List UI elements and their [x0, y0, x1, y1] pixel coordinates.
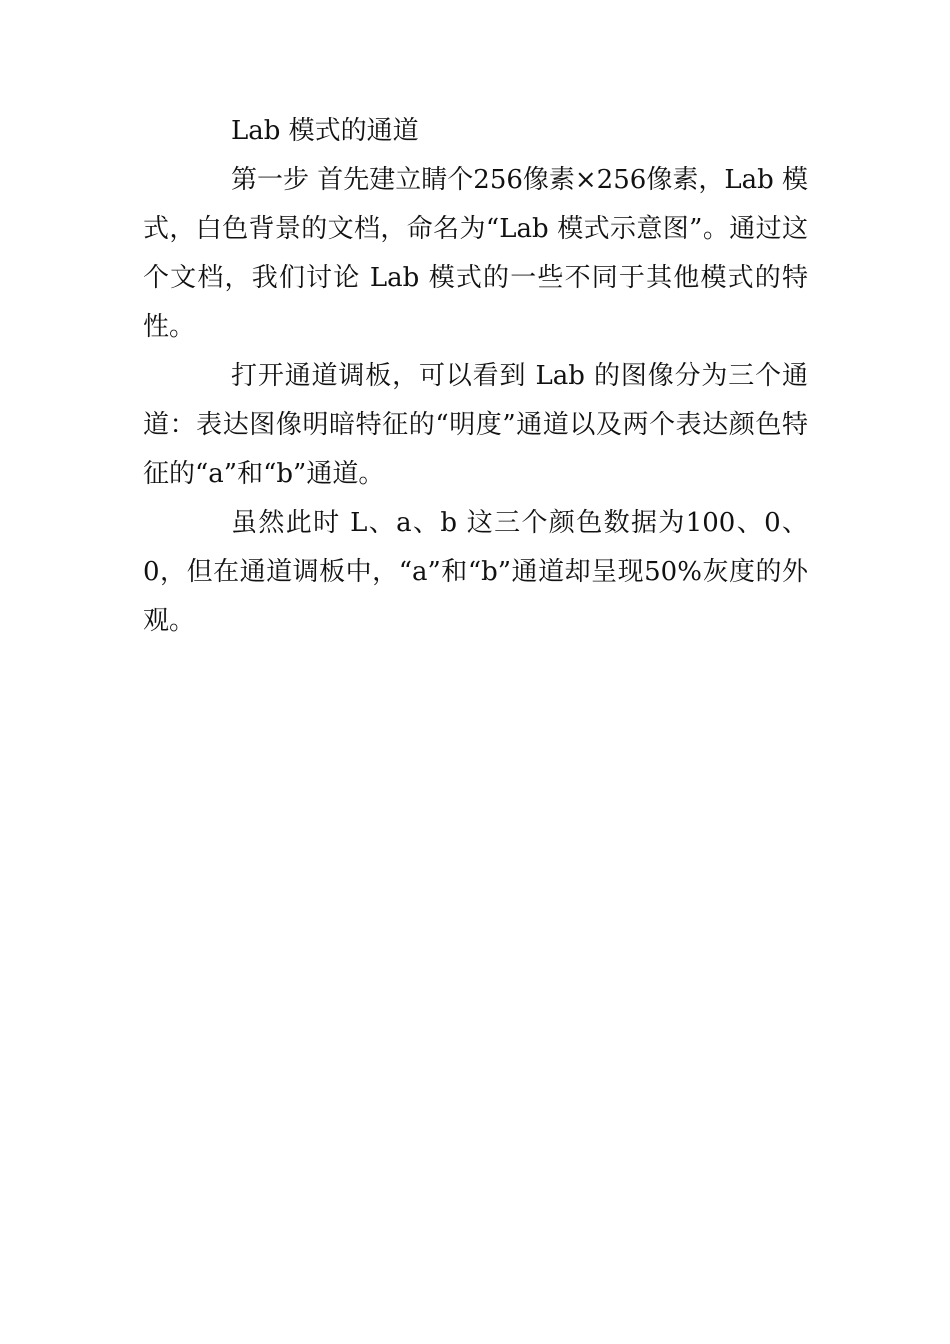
paragraph-1: 第一步 首先建立睛个256像素×256像素，Lab 模式，白色背景的文档，命名为“Lab 模式示意图”。通过这个文档，我们讨论 Lab 模式的一些不同于其他模式的特性。 [143, 165, 808, 342]
paragraph-3: 虽然此时 L、a、b 这三个颜色数据为100、0、0，但在通道调板中，“a”和“b”通道却呈现50%灰度的外观。 [143, 508, 808, 636]
document-body [143, 107, 808, 646]
paragraph-2: 打开通道调板，可以看到 Lab 的图像分为三个通道：表达图像明暗特征的“明度”通道以及两个表达颜色特征的“a”和“b”通道。 [143, 361, 808, 489]
document-title: Lab 模式的通道 [231, 116, 419, 146]
